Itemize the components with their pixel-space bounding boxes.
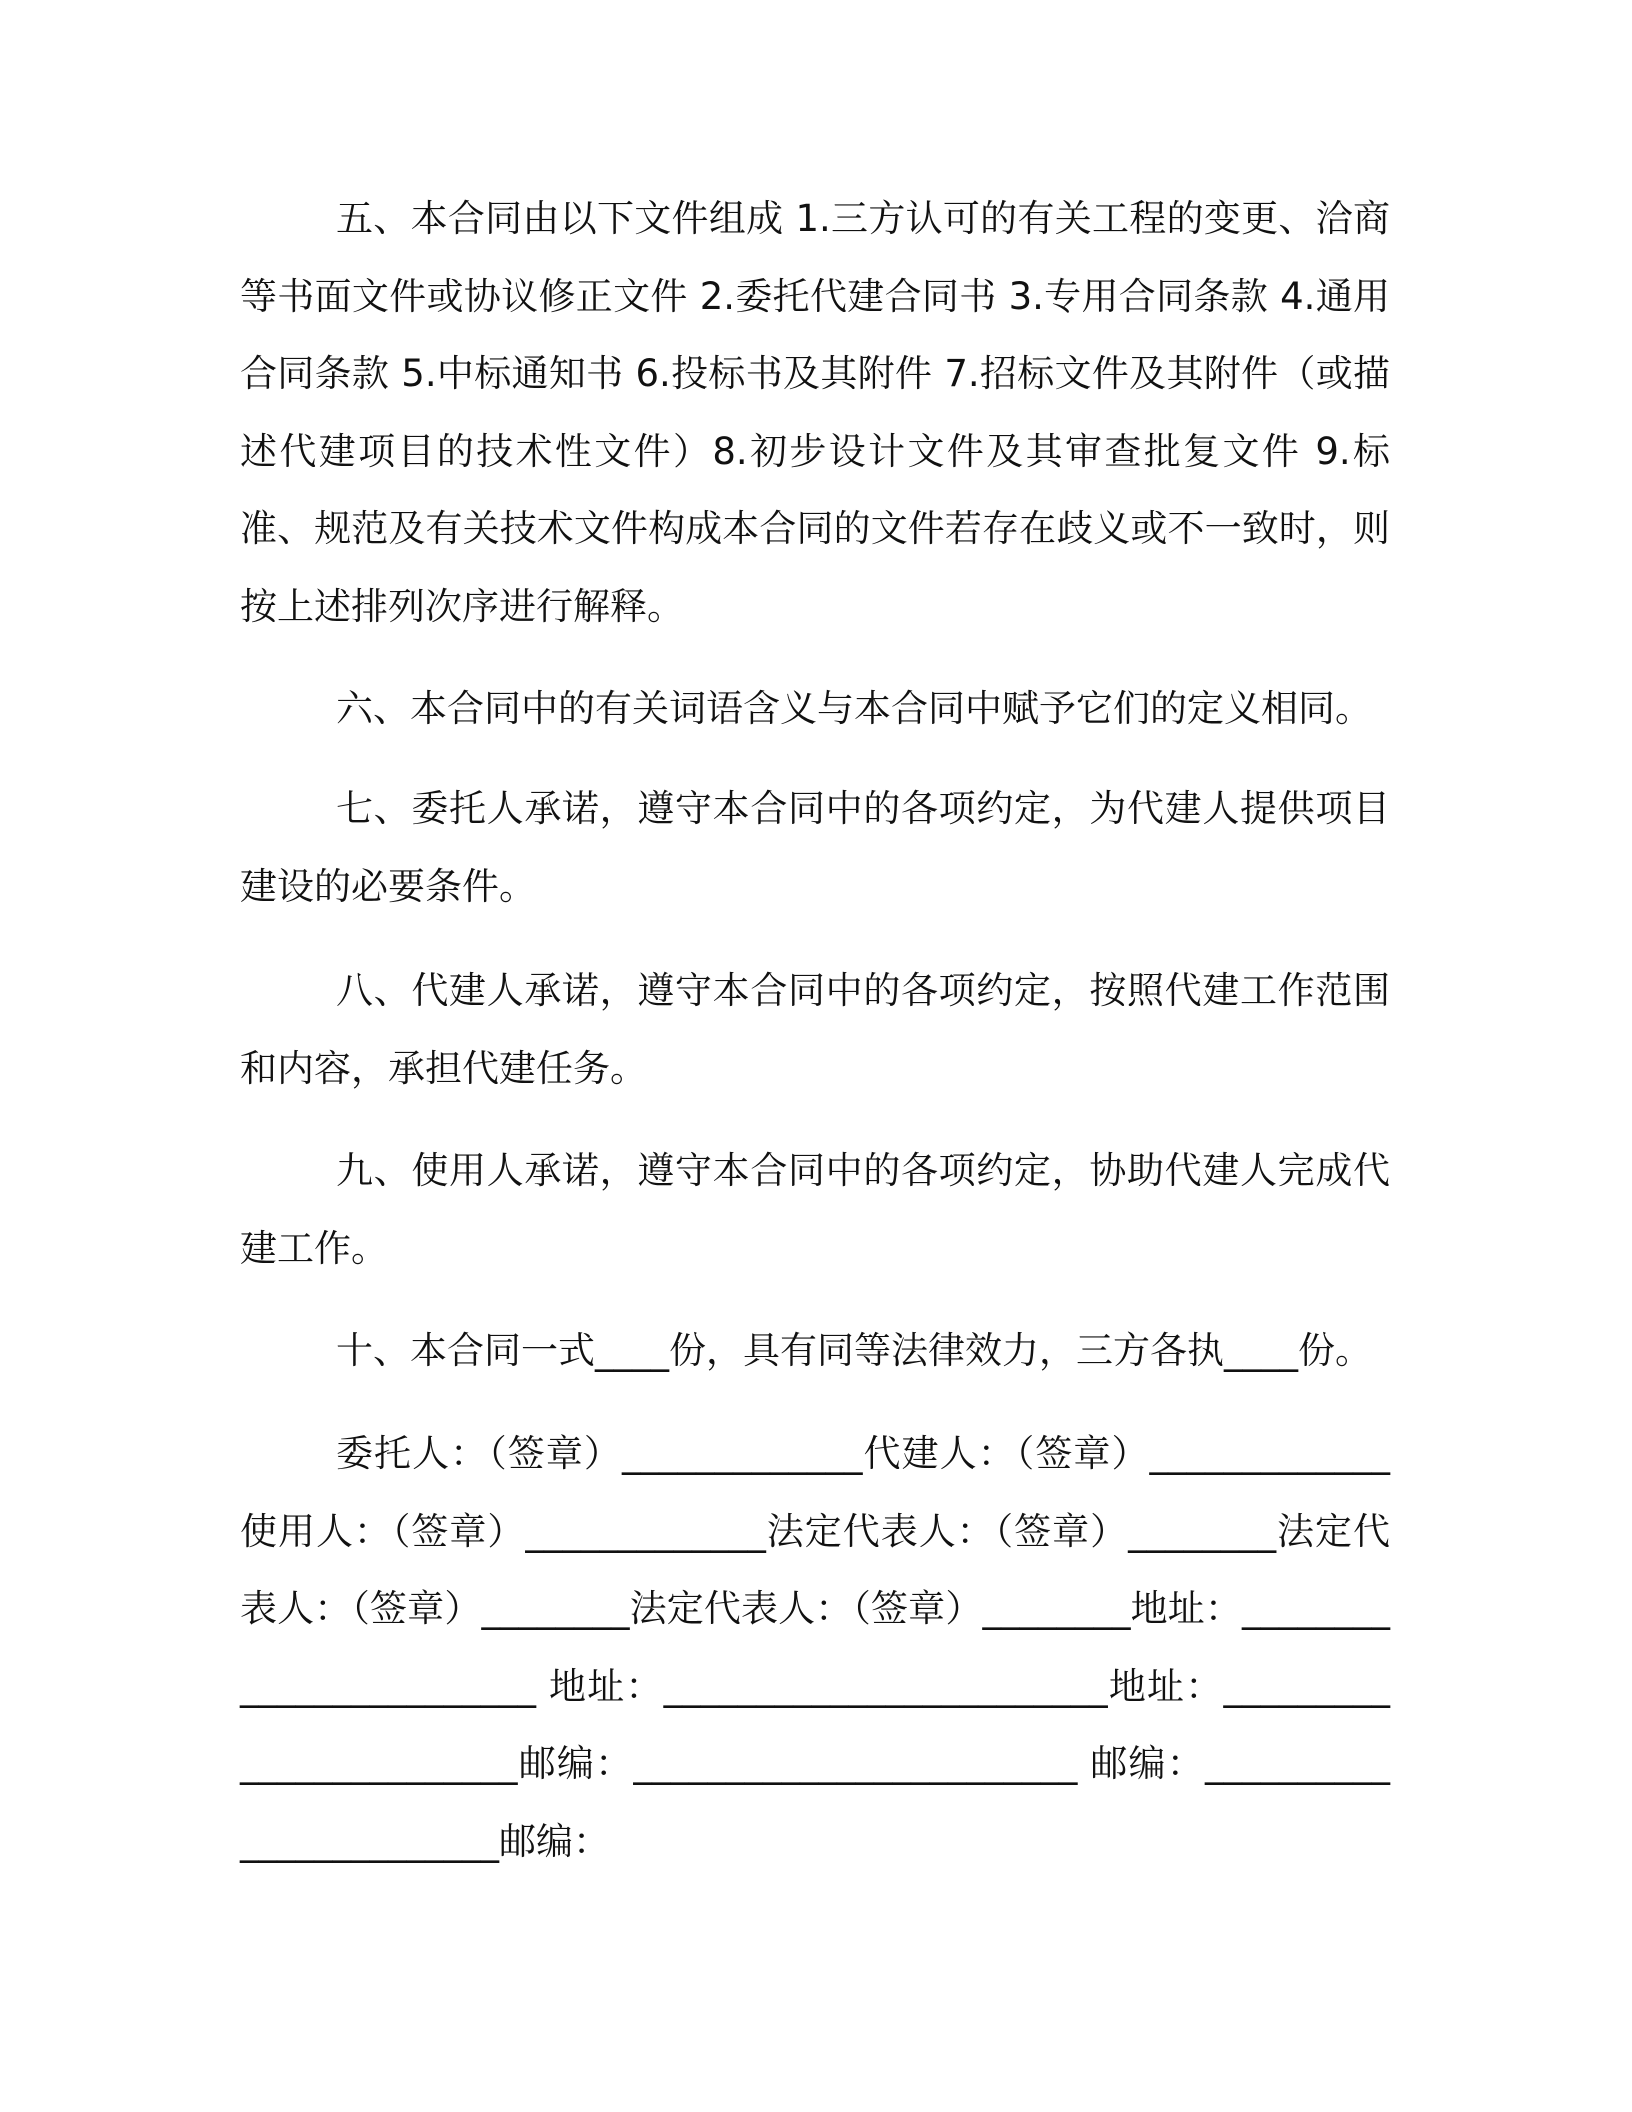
signature-block: 委托人：（签章）_____________代建人：（签章）_____________使用人：（签章）_____________法定代表人：（签章）________法定代表人：（签章）________法定代表人：（签章）________地址：________________________ 地址：________________________地址：________________________邮编：________________________ 邮编：________________________邮编： — [240, 1432, 1390, 1863]
clause-8-agent-commitment: 八、代建人承诺，遵守本合同中的各项约定，按照代建工作范围和内容，承担代建任务。 — [240, 969, 1390, 1090]
clause-9-user-commitment: 九、使用人承诺，遵守本合同中的各项约定，协助代建人完成代建工作。 — [240, 1149, 1390, 1270]
clause-10-copies: 十、本合同一式____份，具有同等法律效力，三方各执____份。 — [336, 1329, 1372, 1372]
clause-5-contract-documents: 五、本合同由以下文件组成 1.三方认可的有关工程的变更、洽商等书面文件或协议修正文件 2.委托代建合同书 3.专用合同条款 4.通用合同条款 5.中标通知书 6.投标书及其附件 7.招标文件及其附件（或描述代建项目的技术性文件）8.初步设计文件及其审查批复文件 9.标准、规范及有关技术文件构成本合同的文件若存在歧义或不一致时，则按上述排列次序进行解释。 — [240, 197, 1390, 628]
clause-7-principal-commitment: 七、委托人承诺，遵守本合同中的各项约定，为代建人提供项目建设的必要条件。 — [240, 787, 1390, 908]
clause-6-definitions: 六、本合同中的有关词语含义与本合同中赋予它们的定义相同。 — [336, 687, 1372, 730]
